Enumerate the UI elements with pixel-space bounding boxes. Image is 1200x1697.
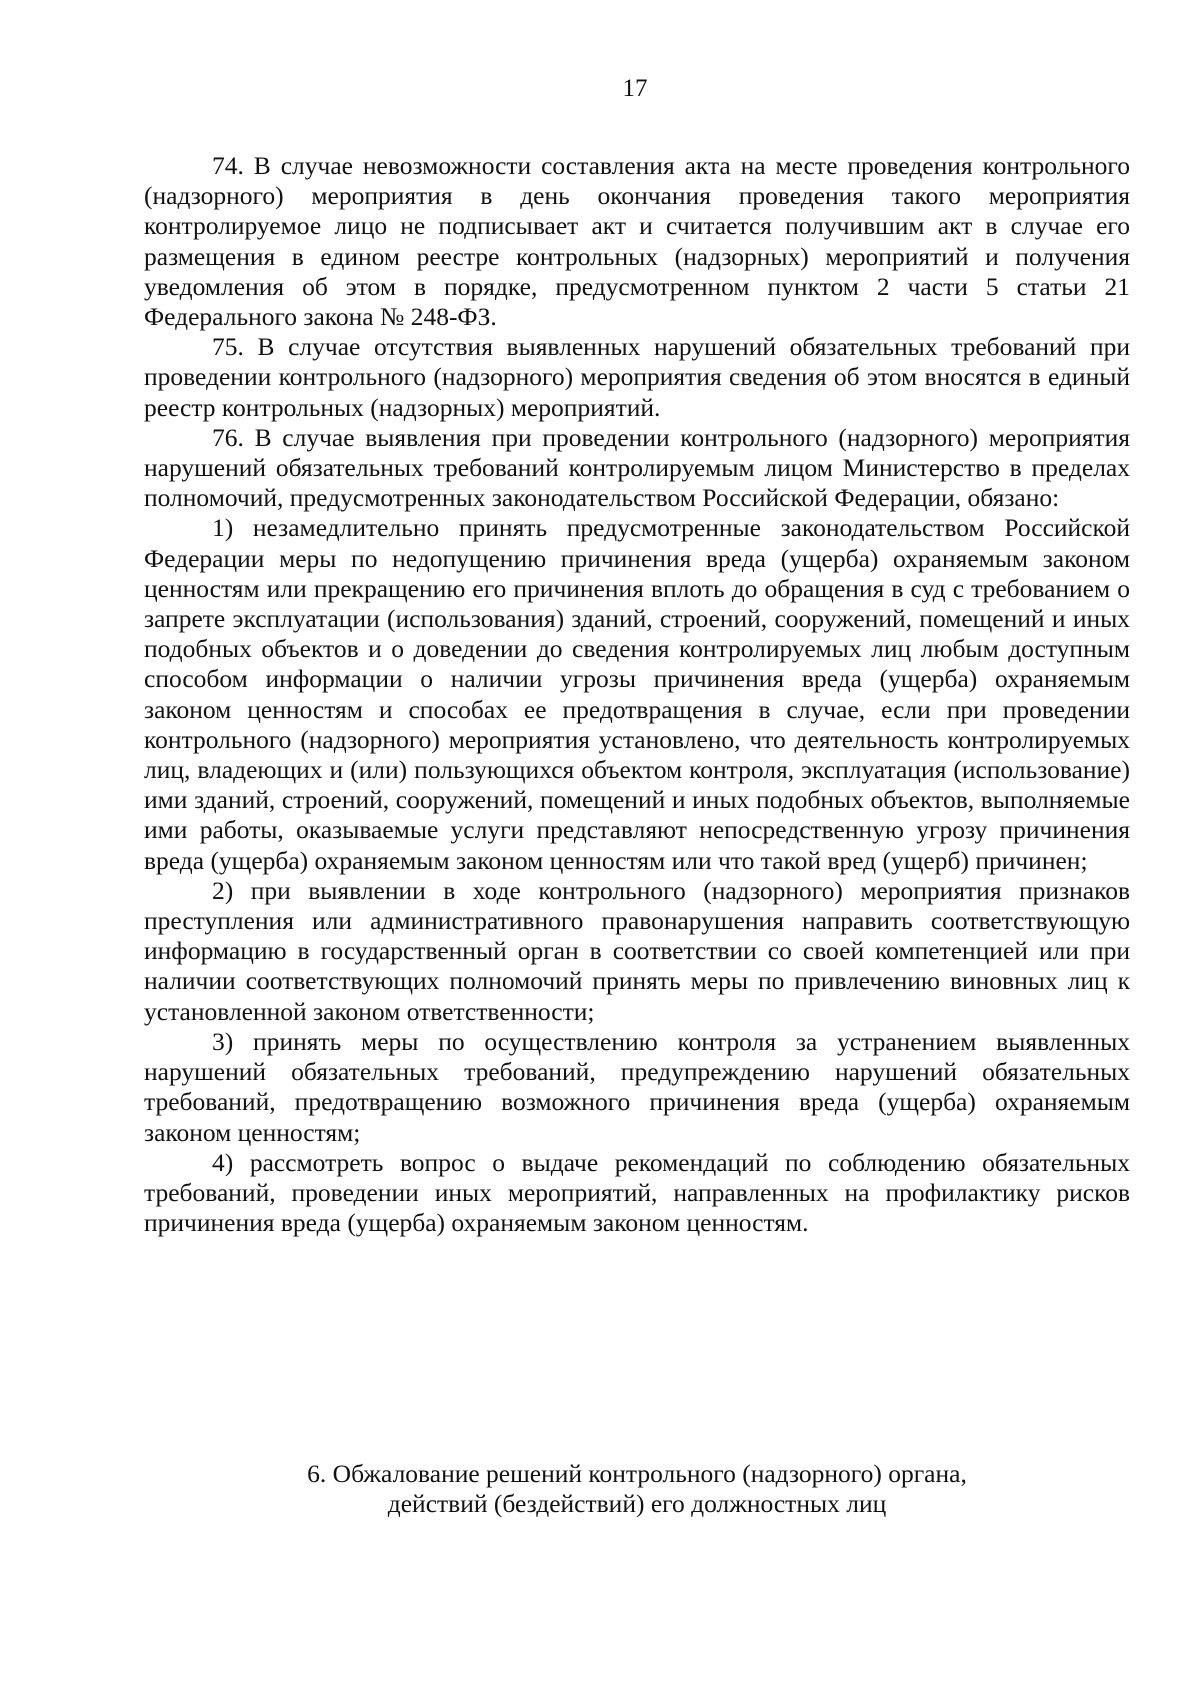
paragraph-74: 74. В случае невозможности составления акта на месте проведения контрольного (надзорного) мероприятия в день окончания проведения такого мероприятия контролируемое лицо не подписывает акт и считается получившим акт в случае его размещения в едином реестре контрольных (надзорных) мероприятий и получения уведомления об этом в порядке, предусмотренном пунктом 2 части 5 статьи 21 Федерального закона № 248-ФЗ.: [144, 151, 1130, 332]
page-number: 17: [622, 75, 648, 102]
document-body: [144, 151, 1130, 1238]
paragraph-75: 75. В случае отсутствия выявленных нарушений обязательных требований при проведении контрольного (надзорного) мероприятия сведения об этом вносятся в единый реестр контрольных (надзорных) мероприятий.: [144, 332, 1130, 422]
list-item-1: 1) незамедлительно принять предусмотренные законодательством Российской Федерации меры по недопущению причинения вреда (ущерба) охраняемым законом ценностям или прекращению его причинения вплоть до обращения в суд с требованием о запрете эксплуатации (использования) зданий, строений, сооружений, помещений и иных подобных объектов и о доведении до сведения контролируемых лиц любым доступным способом информации о наличии угрозы причинения вреда (ущерба) охраняемым законом ценностям и способах ее предотвращения в случае, если при проведении контрольного (надзорного) мероприятия установлено, что деятельность контролируемых лиц, владеющих и (или) пользующихся объектом контроля, эксплуатация (использование) ими зданий, строений, сооружений, помещений и иных подобных объектов, выполняемые ими работы, оказываемые услуги представляют непосредственную угрозу причинения вреда (ущерба) охраняемым законом ценностям или что такой вред (ущерб) причинен;: [144, 513, 1130, 875]
list-item-4: 4) рассмотреть вопрос о выдаче рекомендаций по соблюдению обязательных требований, проведении иных мероприятий, направленных на профилактику рисков причинения вреда (ущерба) охраняемым законом ценностям.: [144, 1147, 1130, 1238]
section-heading: [144, 1459, 1130, 1519]
section-heading-line-2: действий (бездействий) его должностных лиц: [387, 1489, 887, 1519]
list-item-2: 2) при выявлении в ходе контрольного (надзорного) мероприятия признаков преступления или административного правонарушения направить соответствующую информацию в государственный орган в соответствии со своей компетенцией или при наличии соответствующих полномочий принять меры по привлечению виновных лиц к установленной законом ответственности;: [144, 875, 1130, 1026]
paragraph-76: 76. В случае выявления при проведении контрольного (надзорного) мероприятия нарушений обязательных требований контролируемым лицом Министерство в пределах полномочий, предусмотренных законодательством Российской Федерации, обязано:: [144, 422, 1130, 513]
list-item-3: 3) принять меры по осуществлению контроля за устранением выявленных нарушений обязательных требований, предупреждению нарушений обязательных требований, предотвращению возможного причинения вреда (ущерба) охраняемым законом ценностям;: [144, 1026, 1130, 1147]
section-heading-line-1: 6. Обжалование решений контрольного (надзорного) органа,: [307, 1459, 967, 1488]
